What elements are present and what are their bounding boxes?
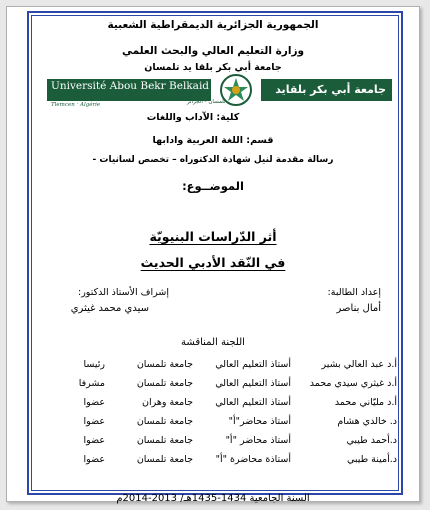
thesis-description: رسالة مقدمة لنيل شهادة الدكتوراه – تخصص لسانيات - <box>92 155 334 165</box>
supervisor-label: إشراف الأستاذ الدكتور: <box>78 287 169 298</box>
member-university: جامعة تلمسان <box>136 435 193 446</box>
committee-row <box>55 374 397 393</box>
logo-text-ar: جامعة أبي بكر بلقايد <box>261 79 392 101</box>
university-emblem-icon <box>211 79 261 101</box>
committee-row <box>55 412 397 431</box>
thesis-title-line2: في النّقد الأدبي الحديث <box>140 255 286 270</box>
member-university: جامعة تلمسان <box>136 454 193 465</box>
faculty-heading: كلية: الآداب واللغات <box>146 112 240 123</box>
member-university: جامعة تلمسان <box>136 359 193 370</box>
member-rank: أستاذ محاضر "أ" <box>225 435 291 446</box>
member-name: د.أحمد طيبي <box>346 435 397 446</box>
republic-heading: الجمهورية الجزائرية الديمقراطية الشعبية <box>107 19 319 31</box>
member-role: عضوا <box>83 435 105 446</box>
thesis-title-line1: أثر الدّراسات البنيويّة <box>149 229 277 244</box>
member-name: أ.د غيثري سيدي محمد <box>309 378 397 389</box>
member-name: د. خالدي هشام <box>337 416 397 427</box>
committee-row <box>55 450 397 469</box>
member-name: أ.د مليّاني محمد <box>334 397 397 408</box>
committee-title: اللجنة المناقشة <box>181 337 245 348</box>
member-name: د.أمينة طيبي <box>346 454 397 465</box>
member-role: مشرفا <box>78 378 105 389</box>
logo-city: تلمسان - الجزائر <box>187 99 226 105</box>
member-university: جامعة تلمسان <box>136 416 193 427</box>
document-page <box>6 6 420 502</box>
subject-label: الموضــوع: <box>182 179 244 193</box>
member-name: أ.د عبد العالي بشير <box>321 359 397 370</box>
committee-row <box>55 431 397 450</box>
committee-table <box>55 355 397 469</box>
committee-row <box>55 393 397 412</box>
member-role: عضوا <box>83 416 105 427</box>
student-label: إعداد الطالبة: <box>327 287 381 298</box>
academic-year: السنة الجامعية 1434-1435هـ/ 2013-2014م <box>116 493 310 504</box>
supervisor-name: سيدي محمد غيثري <box>70 303 149 314</box>
committee-row <box>55 355 397 374</box>
logo-subtext-fr: Tlemcen · Algérie <box>51 102 101 108</box>
ministry-heading: وزارة التعليم العالي والبحث العلمي <box>121 45 305 57</box>
department-heading: قسم: اللغة العربية وادابها <box>152 135 274 146</box>
member-role: رئيسا <box>83 359 105 370</box>
member-rank: أستاذ التعليم العالي <box>215 359 291 370</box>
member-rank: أستاذة محاضرة "أ" <box>215 454 291 465</box>
member-university: جامعة وهران <box>141 397 193 408</box>
member-role: عضوا <box>83 397 105 408</box>
member-role: عضوا <box>83 454 105 465</box>
logo-text-fr-label: Université Abou Bekr Belkaid <box>51 80 210 92</box>
university-heading: جامعة أبي بكر بلقا يد تلمسان <box>144 62 282 73</box>
member-university: جامعة تلمسان <box>136 378 193 389</box>
member-rank: أستاذ التعليم العالي <box>215 378 291 389</box>
member-rank: أستاذ التعليم العالي <box>215 397 291 408</box>
student-name: أمال بناصر <box>336 303 381 314</box>
member-rank: أستاذ محاضر"أ" <box>228 416 291 427</box>
